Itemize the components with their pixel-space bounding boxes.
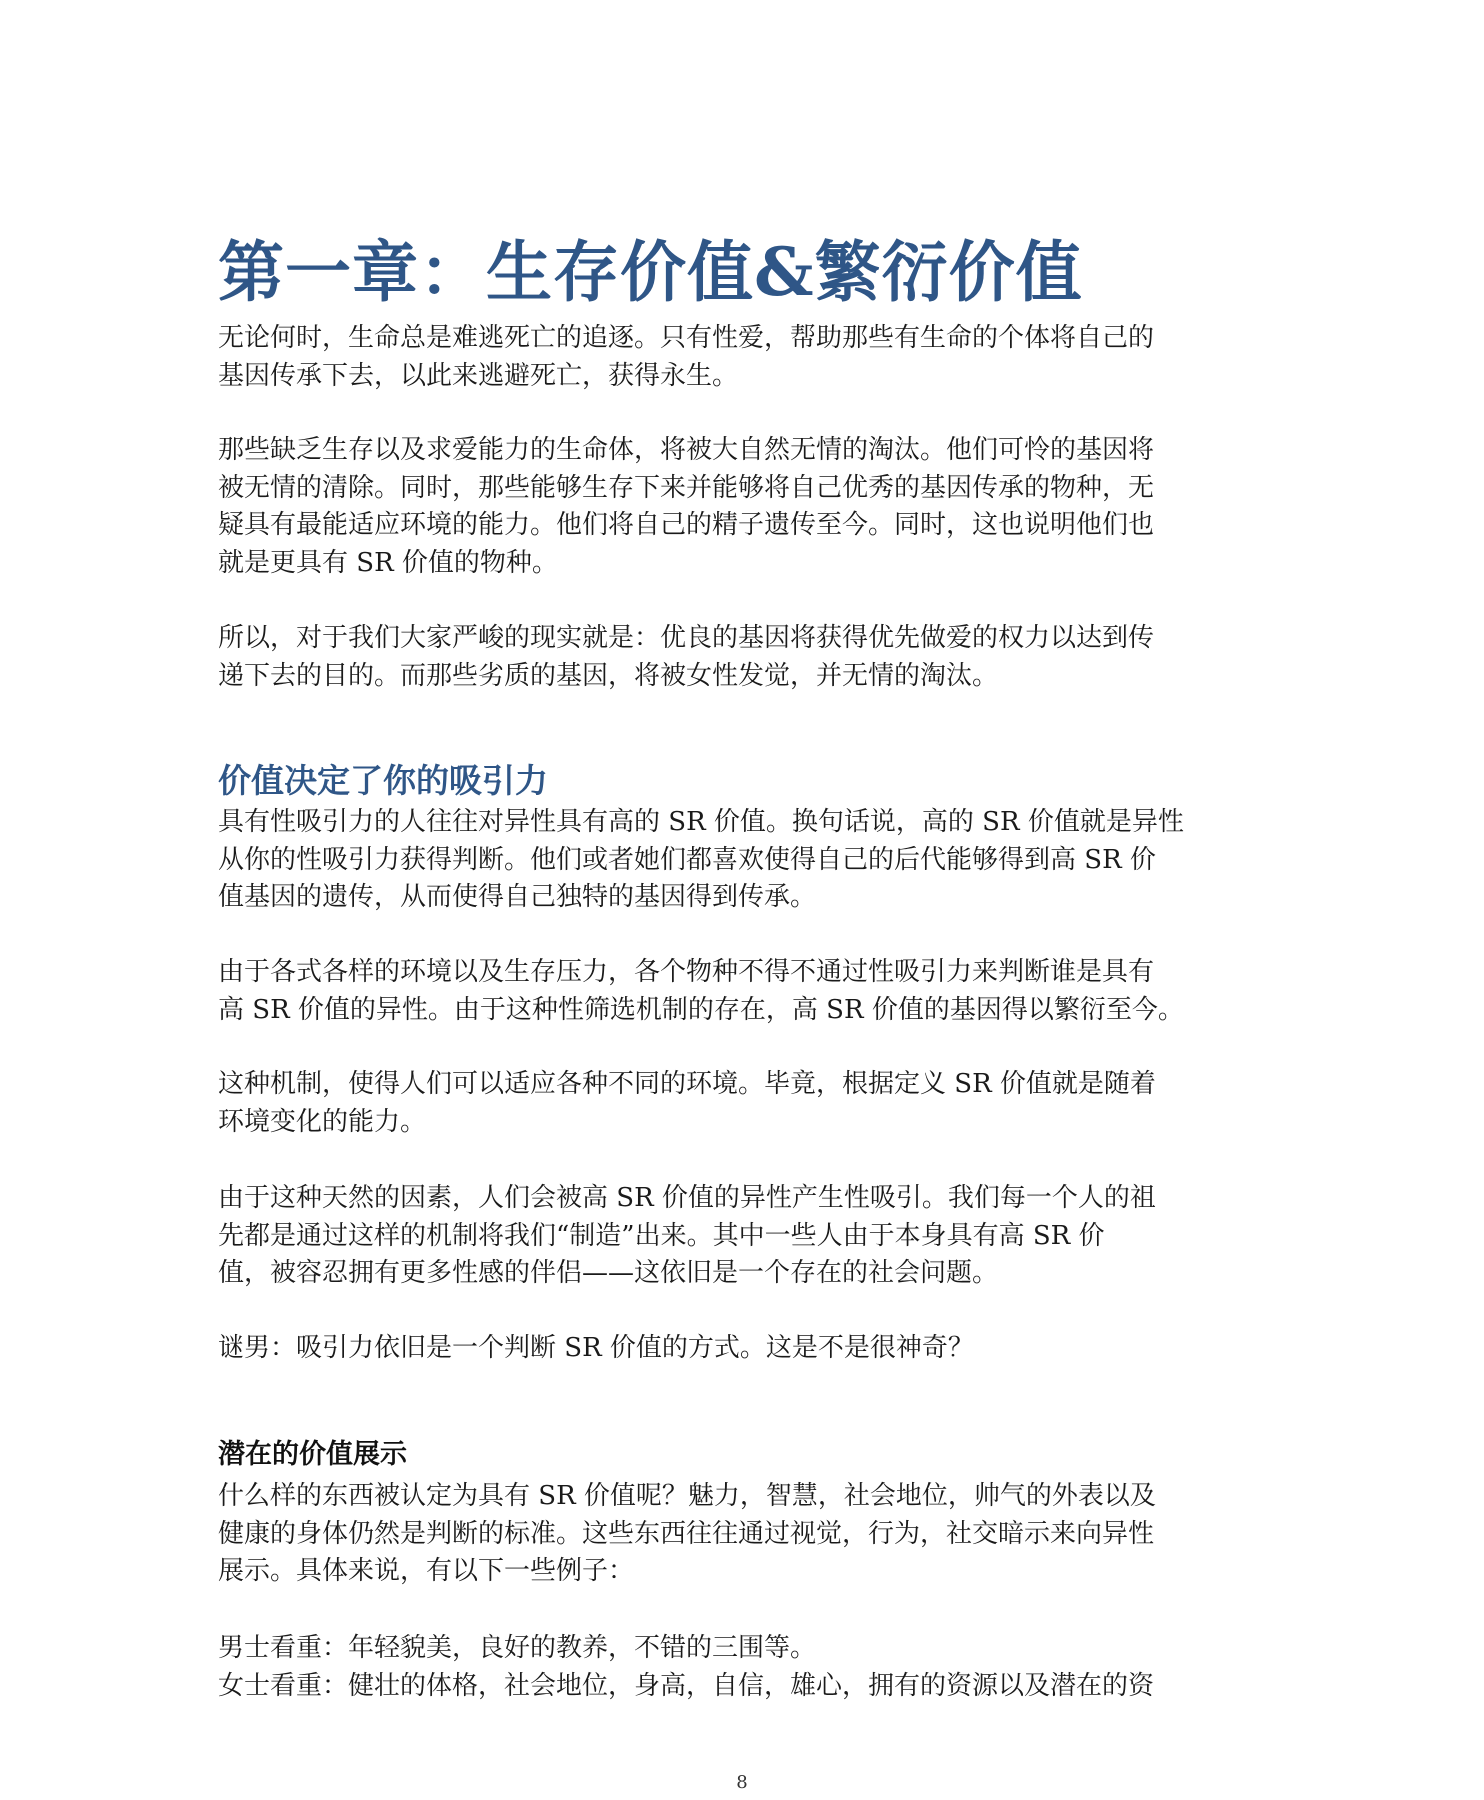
text-line: 女士看重：健壮的体格，社会地位，身高，自信，雄心，拥有的资源以及潜在的资 [218,1670,1155,1701]
text-line: 由于各式各样的环境以及生存压力，各个物种不得不通过性吸引力来判断谁是具有 [218,957,1155,987]
section2-paragraph-2 [218,1630,1268,1705]
section2-paragraph-1 [218,1478,1268,1591]
text-line: 被无情的清除。同时，那些能够生存下来并能够将自己优秀的基因传承的物种，无 [218,472,1155,503]
text-line: 高 SR 价值的异性。由于这种性筛选机制的存在，高 SR 价值的基因得以繁衍至今。 [218,994,1184,1025]
text-line: 健康的身体仍然是判断的标准。这些东西往往通过视觉，行为，社交暗示来向异性 [218,1518,1155,1549]
text-line: 值，被容忍拥有更多性感的伴侣——这依旧是一个存在的社会问题。 [218,1258,999,1288]
section1-paragraph-4 [218,1180,1268,1293]
text-line: 展示。具体来说，有以下一些例子： [218,1556,635,1586]
chapter-title: 第一章：生存价值&繁衍价值 [218,233,1083,311]
section1-paragraph-2 [218,954,1268,1029]
text-line: 基因传承下去，以此来逃避死亡，获得永生。 [218,360,739,391]
text-line: 谜男：吸引力依旧是一个判断 SR 价值的方式。这是不是很神奇？ [218,1333,974,1363]
intro-paragraph-3 [218,620,1268,695]
text-line: 所以，对于我们大家严峻的现实就是：优良的基因将获得优先做爱的权力以达到传 [218,623,1155,653]
text-line: 这种机制，使得人们可以适应各种不同的环境。毕竟，根据定义 SR 价值就是随着 [218,1069,1156,1099]
text-line: 先都是通过这样的机制将我们“制造”出来。其中一些人由于本身具有高 SR 价 [218,1220,1105,1251]
section1-paragraph-5 [218,1330,1268,1368]
text-line: 什么样的东西被认定为具有 SR 价值呢？魅力，智慧，社会地位，帅气的外表以及 [218,1481,1156,1511]
sub-heading: 潜在的价值展示 [218,1439,407,1470]
text-line: 疑具有最能适应环境的能力。他们将自己的精子遗传至今。同时，这也说明他们也 [218,510,1155,540]
text-line: 男士看重：年轻貌美，良好的教养，不错的三围等。 [218,1633,817,1663]
text-line: 环境变化的能力。 [218,1106,427,1137]
intro-paragraph-2 [218,432,1268,582]
text-line: 递下去的目的。而那些劣质的基因，将被女性发觉，并无情的淘汰。 [218,660,999,691]
intro-paragraph-1 [218,320,1268,395]
text-line: 从你的性吸引力获得判断。他们或者她们都喜欢使得自己的后代能够得到高 SR 价 [218,844,1156,875]
section1-paragraph-3 [218,1066,1268,1141]
text-line: 那些缺乏生存以及求爱能力的生命体，将被大自然无情的淘汰。他们可怜的基因将 [218,435,1155,465]
text-line: 由于这种天然的因素，人们会被高 SR 价值的异性产生性吸引。我们每一个人的祖 [218,1183,1156,1213]
section-heading: 价值决定了你的吸引力 [218,761,548,800]
text-line: 具有性吸引力的人往往对异性具有高的 SR 价值。换句话说，高的 SR 价值就是异性 [218,807,1184,837]
text-line: 就是更具有 SR 价值的物种。 [218,547,558,578]
section1-paragraph-1 [218,804,1268,917]
text-line: 值基因的遗传，从而使得自己独特的基因得到传承。 [218,882,817,912]
page-number: 8 [736,1772,748,1793]
text-line: 无论何时，生命总是难逃死亡的追逐。只有性爱，帮助那些有生命的个体将自己的 [218,323,1155,353]
